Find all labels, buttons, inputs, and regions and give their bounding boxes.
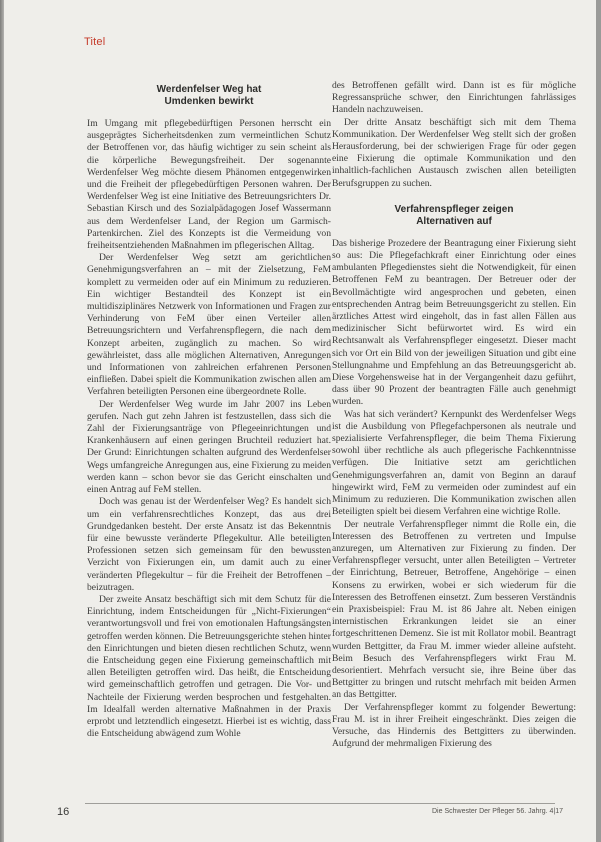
paragraph: Was hat sich verändert? Kernpunkt des Werdenfelser Wegs ist die Ausbildung von Pflegefachpersonen als neutrale und spezialisierte Verfahrenspfleger, die beim Thema Fixierung sowohl über rechtliche als auch pflegerische Fachkenntnisse verfügen. Die Initiative setzt am gerichtlichen Genehmigungsverfahren an, damit von Beginn an darauf hingewirkt wird, FeM zu vermeiden oder zumindest auf ein Minimum zu reduzieren. Die Kommunikation zwischen allen Beteiligten spielt bei diesem Verfahren eine wichtige Rolle. [332,408,576,518]
subheading-line-1: Verfahrenspfleger zeigen [394,203,514,215]
paragraph: Der Verfahrenspfleger kommt zu folgender Bewertung: Frau M. ist in ihrer Freiheit eingeschränkt. Dies zeigen die Versuche, das Hindernis des Bettgitters zu überwinden. Aufgrund der mehrmaligen Fixierung des [332,701,576,750]
paragraph: Das bisherige Prozedere der Beantragung einer Fixierung sieht so aus: Die Pflegefachkraft einer Einrichtung oder eines ambulanten Pflegedienstes sieht die Notwendigkeit, für einen Betroffenen FeM zu beantragen. Der Betreuer oder der Bevollmächtigte wird angesprochen und gebeten, einen entsprechenden Antrag beim Betreuungsgericht zu stellen. Ein ärztliches Attest wird eingeholt, das in fast allen Fällen aus medizinischer Sicht befürwortet wird. Es wird ein Rechtsanwalt als Verfahrenspfleger eingesetzt. Dieser macht sich vor Ort ein Bild von der jeweiligen Situation und gibt eine Stellungnahme und Empfehlung an das Betreuungsgericht ab. Diese Vorgehensweise hat in der Vergangenheit dazu geführt, dass über 90 Prozent der beantragten Fälle auch genehmigt wurden. [332,237,576,408]
paragraph: Der neutrale Verfahrenspfleger nimmt die Rolle ein, die Interessen des Betroffenen zu vertreten und Impulse anzuregen, um Alternativen zur Fixierung zu finden. Der Verfahrenspfleger versucht, unter allen Beteiligten – Vertreter der Einrichtung, Betreuer, Betroffene, Angehörige – einen Konsens zu erwirken, wobei er sich wiederum für die Interessen des Betroffenen einsetzt. Zum besseren Verständnis ein Praxisbeispiel: Frau M. ist 86 Jahre alt. Neben einigen internistischen Erkrankungen leidet sie an einer fortgeschrittenen Demenz. Sie ist mit Rollator mobil. Beantragt wurden Bettgitter, da Frau M. immer wieder alleine aufsteht. Beim Besuch des Verfahrenspflegers wirkt Frau M. desorientiert. Mehrfach versucht sie, ihre Beine über das Bettgitter zu bringen und rutscht mehrfach mit beiden Armen an das Bettgitter. [332,518,576,701]
footer-rule [85,803,555,804]
paragraph: Doch was genau ist der Werdenfelser Weg? Es handelt sich um ein verfahrensrechtliches Konzept, das aus drei Grundgedanken besteht. Der erste Ansatz ist das Bekenntnis für eine bewusste veränderte Pflegekultur. Alle beteiligten Professionen setzen sich gemeinsam für den bewussten Verzicht von Fixierungen ein, um damit auch zu einer veränderten Pflegekultur – für die Freiheit der Betroffenen – beizutragen. [87,496,331,593]
left-column-body [87,118,331,740]
article-title [87,84,331,108]
subheading [332,204,576,228]
paragraph: Im Umgang mit pflegebedürftigen Personen herrscht ein ausgeprägtes Sicherheitsdenken zum vermeintlichen Schutz der Betroffenen vor, das häufig wichtiger zu sein scheint als die körperliche Bewegungsfreiheit. Der sogenannte Werdenfelser Weg möchte diesem Phänomen entgegenwirken und die Freiheit der pflegebedürftigen Personen wahren. Der Werdenfelser Weg ist eine Initiative des Betreuungsrichters Dr. Sebastian Kirsch und des Sozialpädagogen Josef Wassermann aus dem Werdenfelser Land, der Region um Garmisch-Partenkirchen. Ziel des Konzepts ist die Vermeidung von freiheitsentziehenden Maßnahmen im pflegerischen Alltag. [87,118,331,252]
subheading-line-2: Alternativen auf [416,215,492,227]
section-label: Titel [84,36,106,48]
right-column [332,80,576,750]
paragraph: Der dritte Ansatz beschäftigt sich mit dem Thema Kommunikation. Der Werdenfelser Weg stellt sich der großen Herausforderung, bei der schwierigen Frage für oder gegen eine Fixierung die optimale Kommunikation und den inhaltlich-fachlichen Austausch zwischen allen beteiligten Berufsgruppen zu suchen. [332,116,576,189]
page-number: 16 [57,806,70,818]
paragraph: Der Werdenfelser Weg setzt am gerichtlichen Genehmigungsverfahren an – mit der Zielsetzung, FeM komplett zu vermeiden oder auf ein Minimum zu reduzieren. Ein wichtiger Bestandteil des Konzept ist ein multidisziplinäres Netzwerk von Informationen und Fragen zur Verhinderung von FeM über einen Verteiler allen Betreuungsrichtern und Verfahrenspflegern, die nach dem Konzept arbeiten, zugänglich zu machen. So wird gewährleistet, dass alle möglichen Alternativen, Anregungen und Informationen von zahlreichen erfahrenen Personen einfließen. Dabei spielt die Kommunikation zwischen allen am Verfahren beteiligten Personen eine übergeordnete Rolle. [87,252,331,398]
article-title-line-2: Umdenken bewirkt [164,96,254,107]
paragraph: Der Werdenfelser Weg wurde im Jahr 2007 ins Leben gerufen. Nach gut zehn Jahren ist festzustellen, dass sich die Zahl der Fixierungsanträge von Pflegeeinrichtungen und Krankenhäusern auf einen geringen Bruchteil reduziert hat. Der Grund: Einrichtungen schalten aufgrund des Werdenfelser Wegs umfangreiche Anregungen aus, eine Fixierung zu meiden werden kann – schon bevor sie das Gericht einschalten und einen Antrag auf FeM stellen. [87,398,331,496]
right-column-body-top [332,80,576,190]
right-column-body-bottom [332,238,576,751]
left-column [87,80,331,740]
footer-publication: Die Schwester Der Pfleger 56. Jahrg. 4|17 [432,808,563,815]
paragraph: des Betroffenen gefällt wird. Dann ist es für mögliche Regressansprüche schwer, den Einrichtungen fahrlässiges Handeln nachzuweisen. [332,80,576,116]
paragraph: Der zweite Ansatz beschäftigt sich mit dem Schutz für die Einrichtung, indem Entscheidungen für „Nicht-Fixierungen“ verantwortungsvoll und frei von emotionalen Haftungsängsten getroffen werden können. Die Betreuungsgerichte stehen hinter den Einrichtungen und bieten diesen rechtlichen Schutz, wenn die Entscheidung gegen eine Fixierung gemeinschaftlich mit allen Beteiligten getroffen wird. Das heißt, die Entscheidung wird gemeinschaftlich getroffen und getragen. Die Vor- und Nachteile der Fixierung werden besprochen und festgehalten. Im Idealfall werden alternative Maßnahmen in der Praxis erprobt und letztendlich eingesetzt. Hierbei ist es wichtig, dass die Entscheidung abwägend zum Wohle [87,593,331,740]
article-title-line-1: Werdenfelser Weg hat [156,84,262,95]
